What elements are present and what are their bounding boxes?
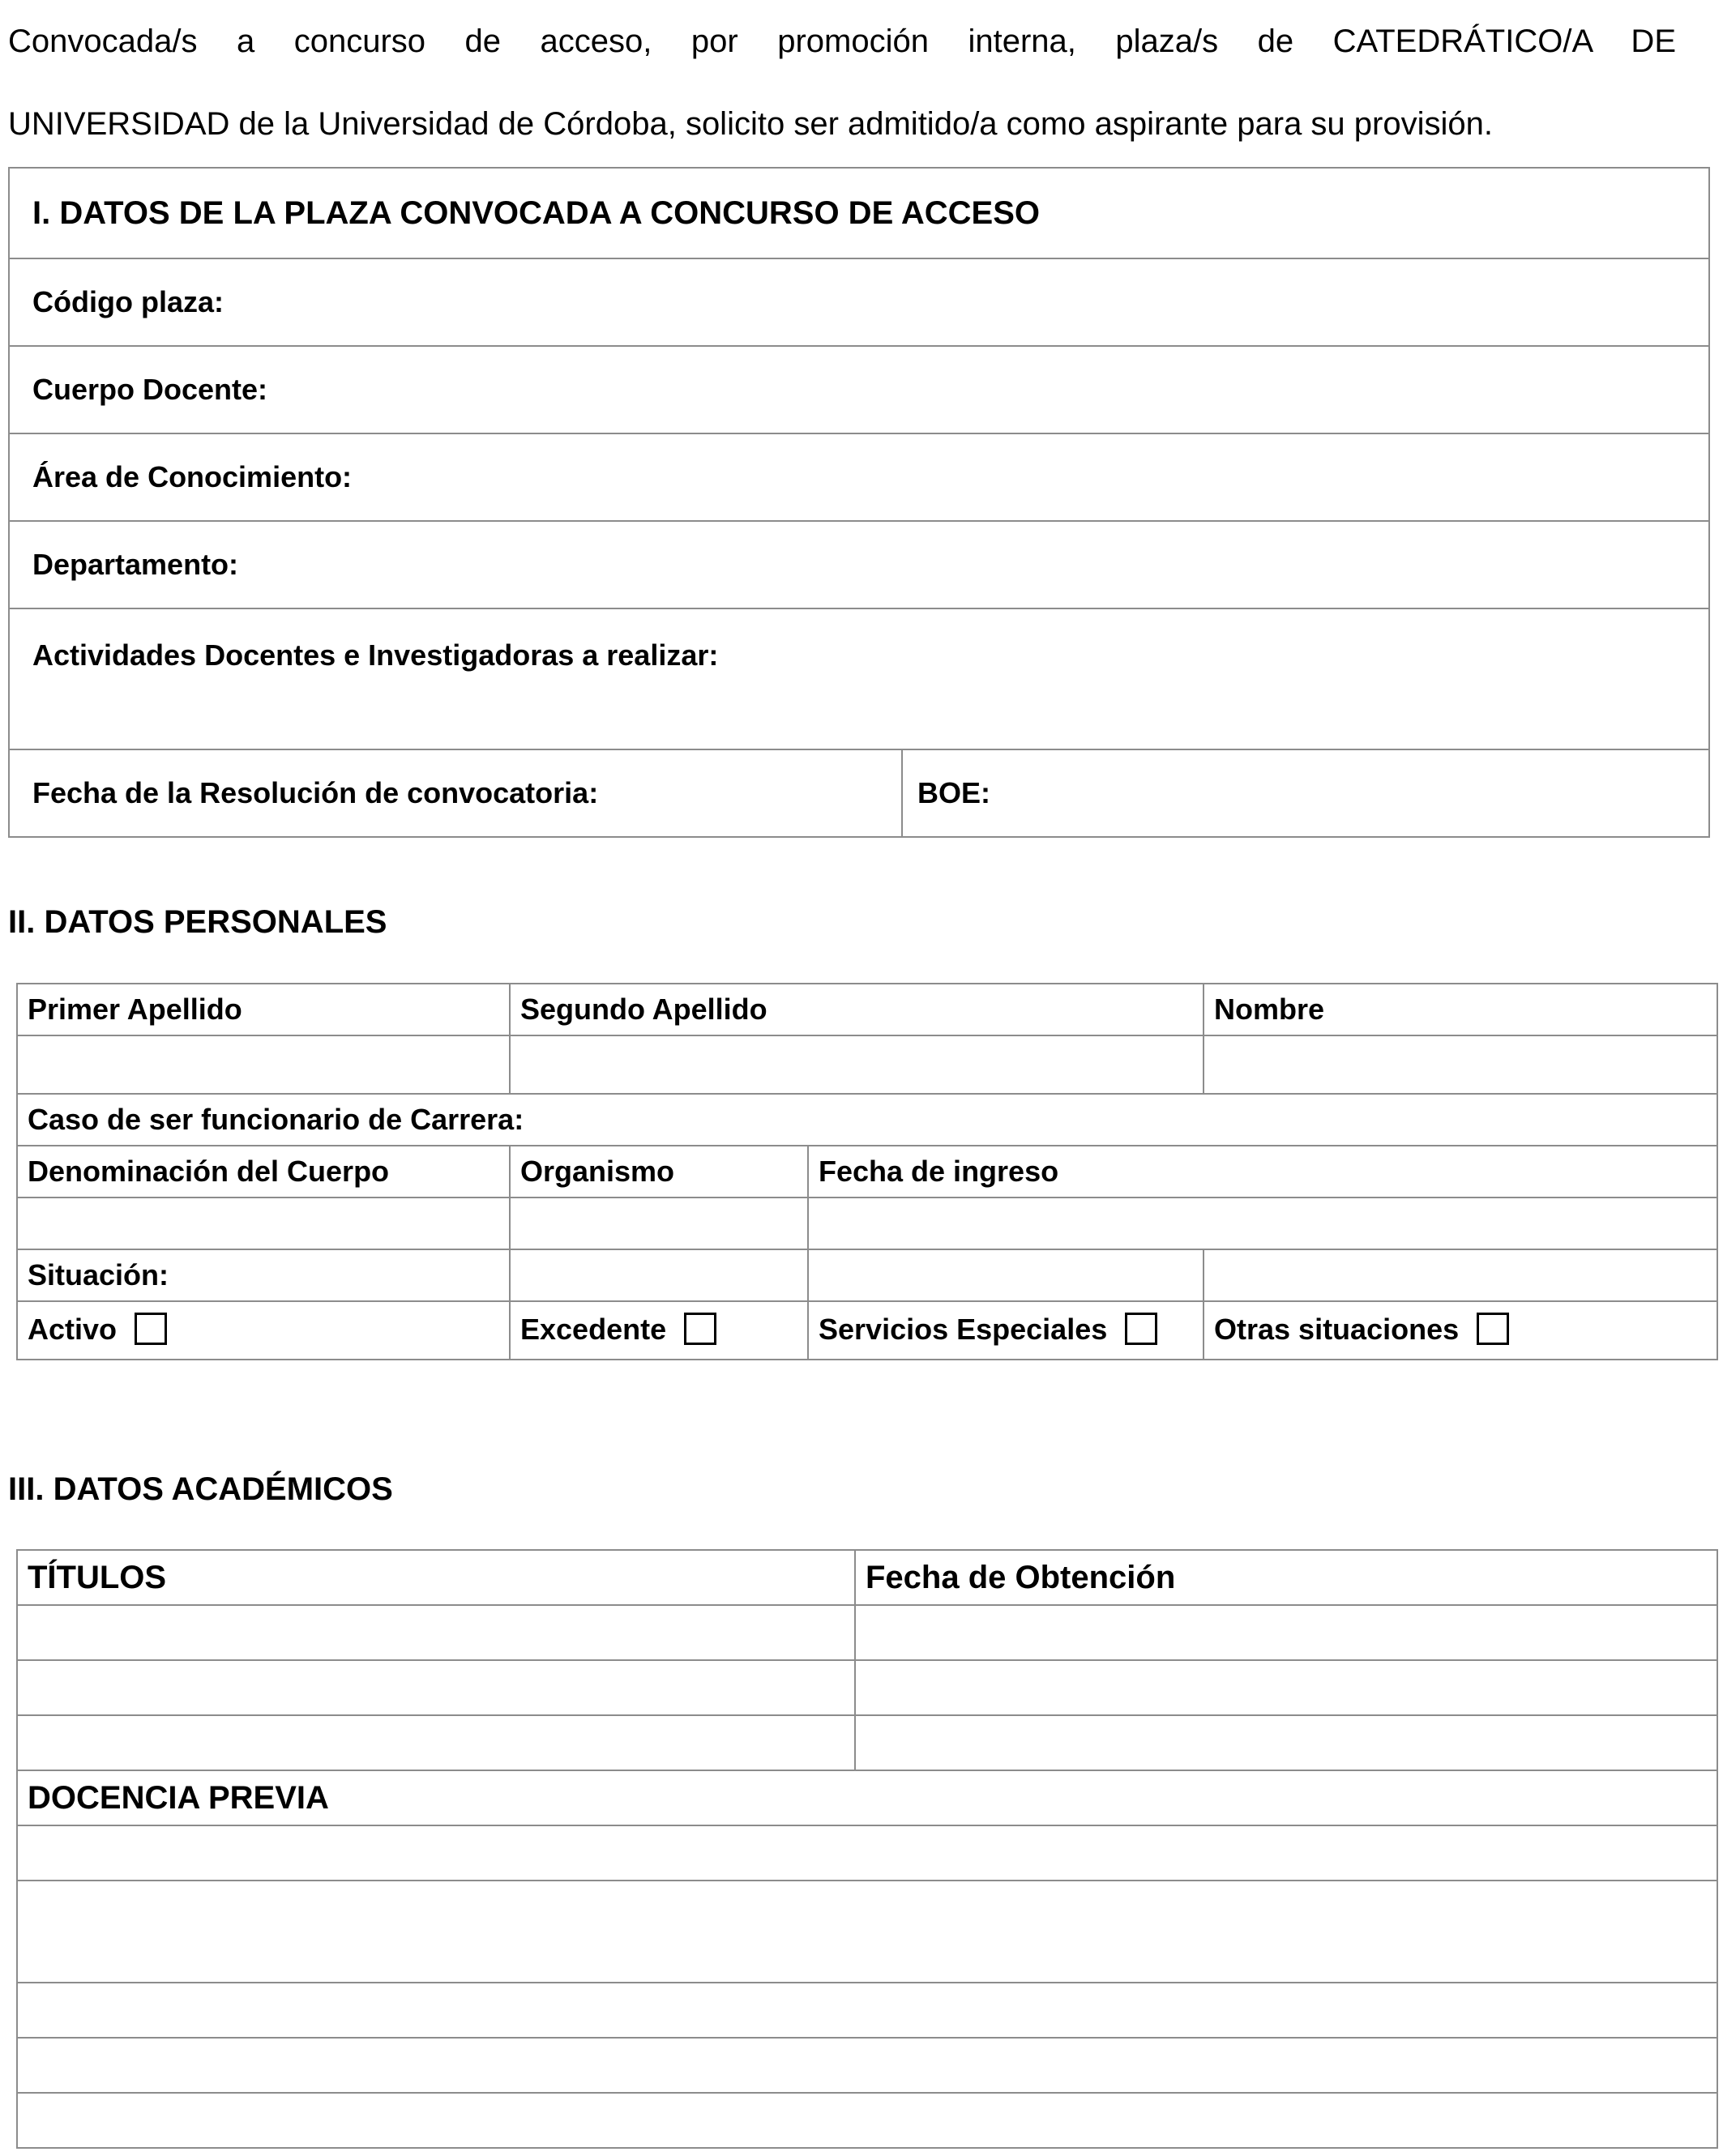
- otras-situaciones-checkbox[interactable]: [1477, 1313, 1509, 1345]
- cuerpo-docente-field[interactable]: Cuerpo Docente:: [9, 346, 1709, 433]
- docencia-previa-input[interactable]: [17, 1825, 1717, 1881]
- caso-funcionario-label: Caso de ser funcionario de Carrera:: [17, 1094, 1717, 1146]
- fecha-obtencion-input[interactable]: [855, 1605, 1717, 1660]
- denominacion-cuerpo-label: Denominación del Cuerpo: [17, 1146, 510, 1198]
- area-conocimiento-field[interactable]: Área de Conocimiento:: [9, 433, 1709, 521]
- situacion-empty-cell: [510, 1249, 808, 1301]
- plaza-data-table: [8, 167, 1710, 838]
- actividades-field[interactable]: Actividades Docentes e Investigadoras a realizar:: [9, 608, 1709, 749]
- section-1-title: I. DATOS DE LA PLAZA CONVOCADA A CONCURSO DE ACCESO: [9, 168, 1709, 258]
- situacion-empty-cell: [808, 1249, 1204, 1301]
- organismo-input[interactable]: [510, 1198, 808, 1249]
- denominacion-cuerpo-input[interactable]: [17, 1198, 510, 1249]
- segundo-apellido-input[interactable]: [510, 1035, 1204, 1094]
- excedente-checkbox[interactable]: [684, 1313, 716, 1345]
- servicios-especiales-option[interactable]: [808, 1301, 1204, 1360]
- titulo-input[interactable]: [17, 1715, 855, 1770]
- intro-line-2: UNIVERSIDAD de la Universidad de Córdoba, solicito ser admitido/a como aspirante para su provisión.: [8, 106, 1493, 142]
- titulo-input[interactable]: [17, 1660, 855, 1715]
- nombre-input[interactable]: [1204, 1035, 1717, 1094]
- activo-label: Activo: [28, 1313, 118, 1347]
- personal-data-table: [16, 983, 1718, 1360]
- nombre-label: Nombre: [1204, 984, 1717, 1035]
- departamento-field[interactable]: Departamento:: [9, 521, 1709, 608]
- segundo-apellido-label: Segundo Apellido: [510, 984, 1204, 1035]
- section-3-title: III. DATOS ACADÉMICOS: [8, 1471, 393, 1507]
- organismo-label: Organismo: [510, 1146, 808, 1198]
- boe-field[interactable]: BOE:: [902, 749, 1709, 837]
- intro-paragraph: [8, 0, 1676, 165]
- docencia-previa-input[interactable]: [17, 1881, 1717, 1983]
- section-2-title: II. DATOS PERSONALES: [8, 904, 387, 940]
- docencia-previa-input[interactable]: [17, 1983, 1717, 2038]
- codigo-plaza-field[interactable]: Código plaza:: [9, 258, 1709, 346]
- docencia-previa-header: DOCENCIA PREVIA: [17, 1770, 1717, 1825]
- activo-checkbox[interactable]: [135, 1313, 167, 1345]
- servicios-especiales-label: Servicios Especiales: [819, 1313, 1108, 1347]
- fecha-resolucion-field[interactable]: Fecha de la Resolución de convocatoria:: [9, 749, 902, 837]
- fecha-obtencion-header: Fecha de Obtención: [855, 1550, 1717, 1605]
- academic-data-table: [16, 1549, 1718, 2149]
- otras-situaciones-label: Otras situaciones: [1214, 1313, 1460, 1347]
- docencia-previa-input[interactable]: [17, 2093, 1717, 2148]
- servicios-especiales-checkbox[interactable]: [1125, 1313, 1157, 1345]
- primer-apellido-label: Primer Apellido: [17, 984, 510, 1035]
- situacion-empty-cell: [1204, 1249, 1717, 1301]
- fecha-obtencion-input[interactable]: [855, 1660, 1717, 1715]
- activo-option[interactable]: [17, 1301, 510, 1360]
- fecha-ingreso-input[interactable]: [808, 1198, 1717, 1249]
- docencia-previa-input[interactable]: [17, 2038, 1717, 2093]
- titulos-header: TÍTULOS: [17, 1550, 855, 1605]
- otras-situaciones-option[interactable]: [1204, 1301, 1717, 1360]
- fecha-obtencion-input[interactable]: [855, 1715, 1717, 1770]
- titulo-input[interactable]: [17, 1605, 855, 1660]
- primer-apellido-input[interactable]: [17, 1035, 510, 1094]
- situacion-label: Situación:: [17, 1249, 510, 1301]
- excedente-label: Excedente: [520, 1313, 667, 1347]
- excedente-option[interactable]: [510, 1301, 808, 1360]
- fecha-ingreso-label: Fecha de ingreso: [808, 1146, 1717, 1198]
- intro-line-1: Convocada/s a concurso de acceso, por promoción interna, plaza/s de CATEDRÁTICO/A DE: [8, 23, 1676, 59]
